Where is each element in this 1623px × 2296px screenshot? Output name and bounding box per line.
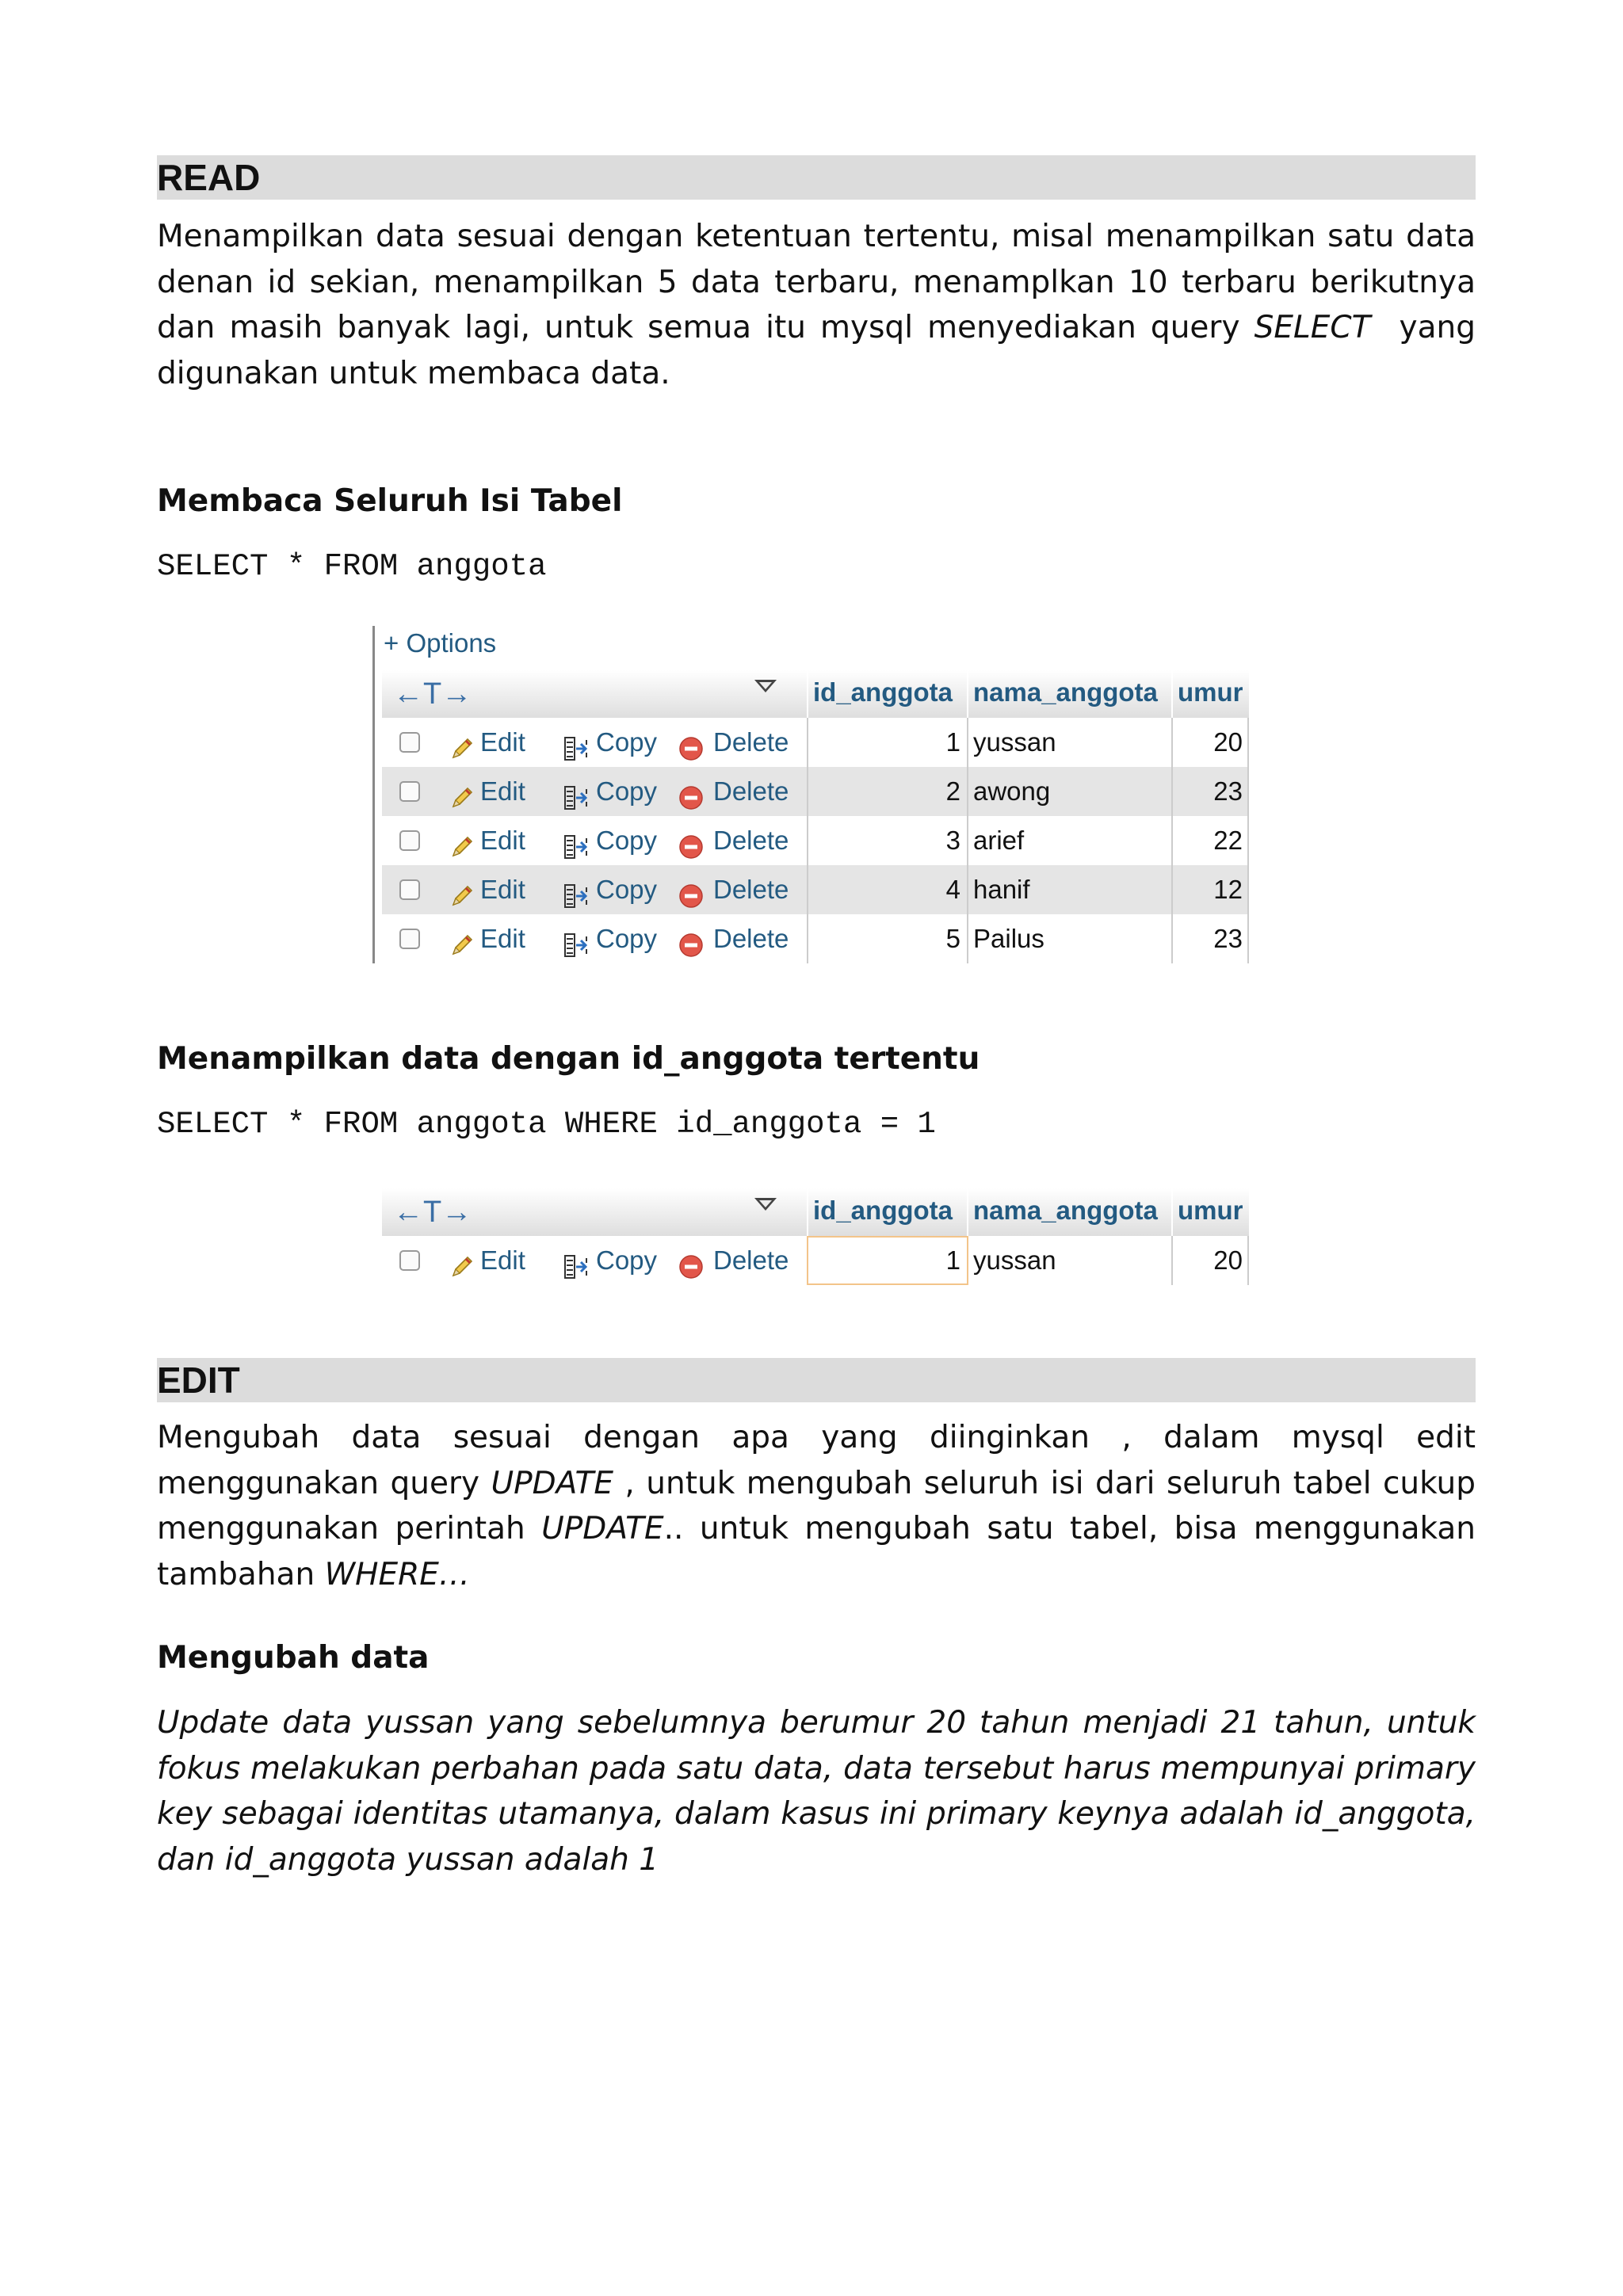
delete-link[interactable]: Delete (713, 826, 789, 855)
cell-id-anggota: 4 (945, 875, 960, 904)
copy-link[interactable]: Copy (596, 776, 658, 806)
read-section-bar (157, 155, 1476, 200)
cell-umur: 20 (1213, 727, 1243, 757)
delete-link[interactable]: Delete (713, 875, 789, 904)
change-paragraph: Update data yussan yang sebelumnya berumur 20 tahun menjadi 21 tahun, untuk fokus melakukan perbahan pada satu data, data tersebut harus mempunyai primary key sebagai identitas utamanya, dalam kasus ini primary keynya adalah id_anggota, dan id_anggota yussan adalah 1 (157, 1705, 1476, 1878)
cell-umur: 23 (1213, 776, 1243, 806)
column-arrows-icon[interactable]: ←T→ (393, 677, 472, 711)
read-paragraph-text-1: Menampilkan data sesuai dengan ketentuan tertentu, misal menampilkan satu data denan id sekian, menampilkan 5 data terbaru, menamplkan 10 terbaru berikutnya dan masih banyak lagi, untuk semua itu mysql menyediakan query (157, 219, 1476, 345)
grid-header (382, 1188, 1249, 1236)
cell-id-anggota: 5 (945, 924, 960, 953)
pencil-icon[interactable] (449, 778, 475, 805)
table-row (382, 1236, 1249, 1285)
edit-section-title: EDIT (157, 1360, 240, 1401)
copy-icon[interactable] (563, 827, 590, 854)
row-checkbox[interactable] (399, 1250, 420, 1271)
edit-link[interactable]: Edit (480, 875, 525, 904)
read-section-title: READ (157, 157, 261, 198)
cell-id-anggota: 2 (945, 776, 960, 806)
row-checkbox[interactable] (399, 879, 420, 900)
row-checkbox[interactable] (399, 929, 420, 949)
edit-link[interactable]: Edit (480, 924, 525, 953)
copy-icon[interactable] (563, 1247, 590, 1274)
column-separator (1247, 816, 1249, 865)
column-separator (1247, 767, 1249, 816)
column-separator (967, 718, 968, 767)
edit-link[interactable]: Edit (480, 727, 525, 757)
table-row (382, 816, 1249, 865)
read-paragraph (157, 214, 1486, 396)
cell-nama-anggota: Pailus (973, 924, 1044, 953)
table-row (382, 865, 1249, 914)
delete-icon[interactable] (678, 1247, 705, 1274)
delete-link[interactable]: Delete (713, 924, 789, 953)
cell-umur: 23 (1213, 924, 1243, 953)
result-grid-one (372, 1180, 1252, 1291)
cell-nama-anggota: yussan (973, 1245, 1056, 1275)
sort-down-icon[interactable] (754, 680, 777, 692)
edit-paragraph-em-1: UPDATE (491, 1465, 613, 1501)
column-separator (967, 865, 968, 914)
header-id-anggota[interactable]: id_anggota (807, 1188, 967, 1236)
cell-umur: 22 (1213, 826, 1243, 855)
cell-umur: 12 (1213, 875, 1243, 904)
result-grid-all (372, 626, 1252, 963)
cell-id-anggota: 1 (945, 727, 960, 757)
column-arrows-icon[interactable]: ←T→ (393, 1196, 472, 1229)
pencil-icon[interactable] (449, 729, 475, 756)
read-all-query: SELECT * FROM anggota (157, 549, 547, 584)
header-nama-anggota[interactable]: nama_anggota (967, 1188, 1171, 1236)
edit-paragraph-em-3: WHERE… (324, 1556, 470, 1592)
row-checkbox[interactable] (399, 732, 420, 753)
copy-link[interactable]: Copy (596, 924, 658, 953)
column-separator (967, 816, 968, 865)
cell-nama-anggota: yussan (973, 727, 1056, 757)
table-row (382, 767, 1249, 816)
edit-link[interactable]: Edit (480, 776, 525, 806)
cell-umur: 20 (1213, 1245, 1243, 1275)
edit-link[interactable]: Edit (480, 826, 525, 855)
cell-id-anggota: 1 (945, 1245, 960, 1275)
copy-icon[interactable] (563, 925, 590, 952)
copy-link[interactable]: Copy (596, 826, 658, 855)
header-umur[interactable]: umur (1171, 1188, 1249, 1236)
cell-nama-anggota: awong (973, 776, 1051, 806)
delete-icon[interactable] (678, 827, 705, 854)
column-separator (967, 914, 968, 963)
table-row (382, 718, 1249, 767)
column-separator (1247, 1236, 1249, 1285)
header-id-anggota[interactable]: id_anggota (807, 670, 967, 718)
copy-icon[interactable] (563, 729, 590, 756)
options-link[interactable]: + Options (384, 628, 497, 658)
cell-focus-outline (807, 1236, 968, 1285)
delete-icon[interactable] (678, 729, 705, 756)
sort-down-icon[interactable] (754, 1198, 777, 1211)
column-separator (1247, 865, 1249, 914)
cell-nama-anggota: hanif (973, 875, 1030, 904)
edit-paragraph (157, 1415, 1476, 1597)
change-heading: Mengubah data (157, 1640, 430, 1676)
delete-icon[interactable] (678, 876, 705, 903)
pencil-icon[interactable] (449, 827, 475, 854)
delete-icon[interactable] (678, 778, 705, 805)
edit-link[interactable]: Edit (480, 1245, 525, 1275)
grid-header (382, 670, 1249, 718)
pencil-icon[interactable] (449, 1247, 475, 1274)
copy-icon[interactable] (563, 876, 590, 903)
header-umur[interactable]: umur (1171, 670, 1249, 718)
delete-link[interactable]: Delete (713, 1245, 789, 1275)
row-checkbox[interactable] (399, 830, 420, 851)
pencil-icon[interactable] (449, 925, 475, 952)
column-separator (1247, 914, 1249, 963)
edit-paragraph-text-3: .. untuk mengubah satu tabel, bisa menggunakan tambahan (157, 1511, 1476, 1592)
edit-paragraph-text-2: , untuk mengubah seluruh isi dari seluruh tabel cukup menggunakan perintah (157, 1465, 1476, 1547)
cell-id-anggota: 3 (945, 826, 960, 855)
delete-link[interactable]: Delete (713, 727, 789, 757)
header-nama-anggota[interactable]: nama_anggota (967, 670, 1171, 718)
read-one-heading: Menampilkan data dengan id_anggota tertentu (157, 1041, 980, 1077)
pencil-icon[interactable] (449, 876, 475, 903)
edit-paragraph-text-1: Mengubah data sesuai dengan apa yang diinginkan , dalam mysql edit menggunakan query (157, 1420, 1476, 1501)
grid-left-border (372, 626, 375, 963)
copy-link[interactable]: Copy (596, 1245, 658, 1275)
column-separator (1247, 718, 1249, 767)
edit-paragraph-em-2: UPDATE (541, 1511, 664, 1547)
row-checkbox[interactable] (399, 781, 420, 802)
read-all-heading: Membaca Seluruh Isi Tabel (157, 483, 623, 519)
copy-link[interactable]: Copy (596, 727, 658, 757)
column-separator (967, 767, 968, 816)
cell-nama-anggota: arief (973, 826, 1025, 855)
copy-icon[interactable] (563, 778, 590, 805)
read-paragraph-text-2: yang digunakan untuk membaca data. (157, 310, 1486, 391)
copy-link[interactable]: Copy (596, 875, 658, 904)
delete-link[interactable]: Delete (713, 776, 789, 806)
delete-icon[interactable] (678, 925, 705, 952)
table-row (382, 914, 1249, 963)
read-one-query: SELECT * FROM anggota WHERE id_anggota = 1 (157, 1107, 936, 1142)
read-paragraph-em: SELECT (1254, 310, 1371, 345)
edit-section-bar (157, 1358, 1476, 1402)
